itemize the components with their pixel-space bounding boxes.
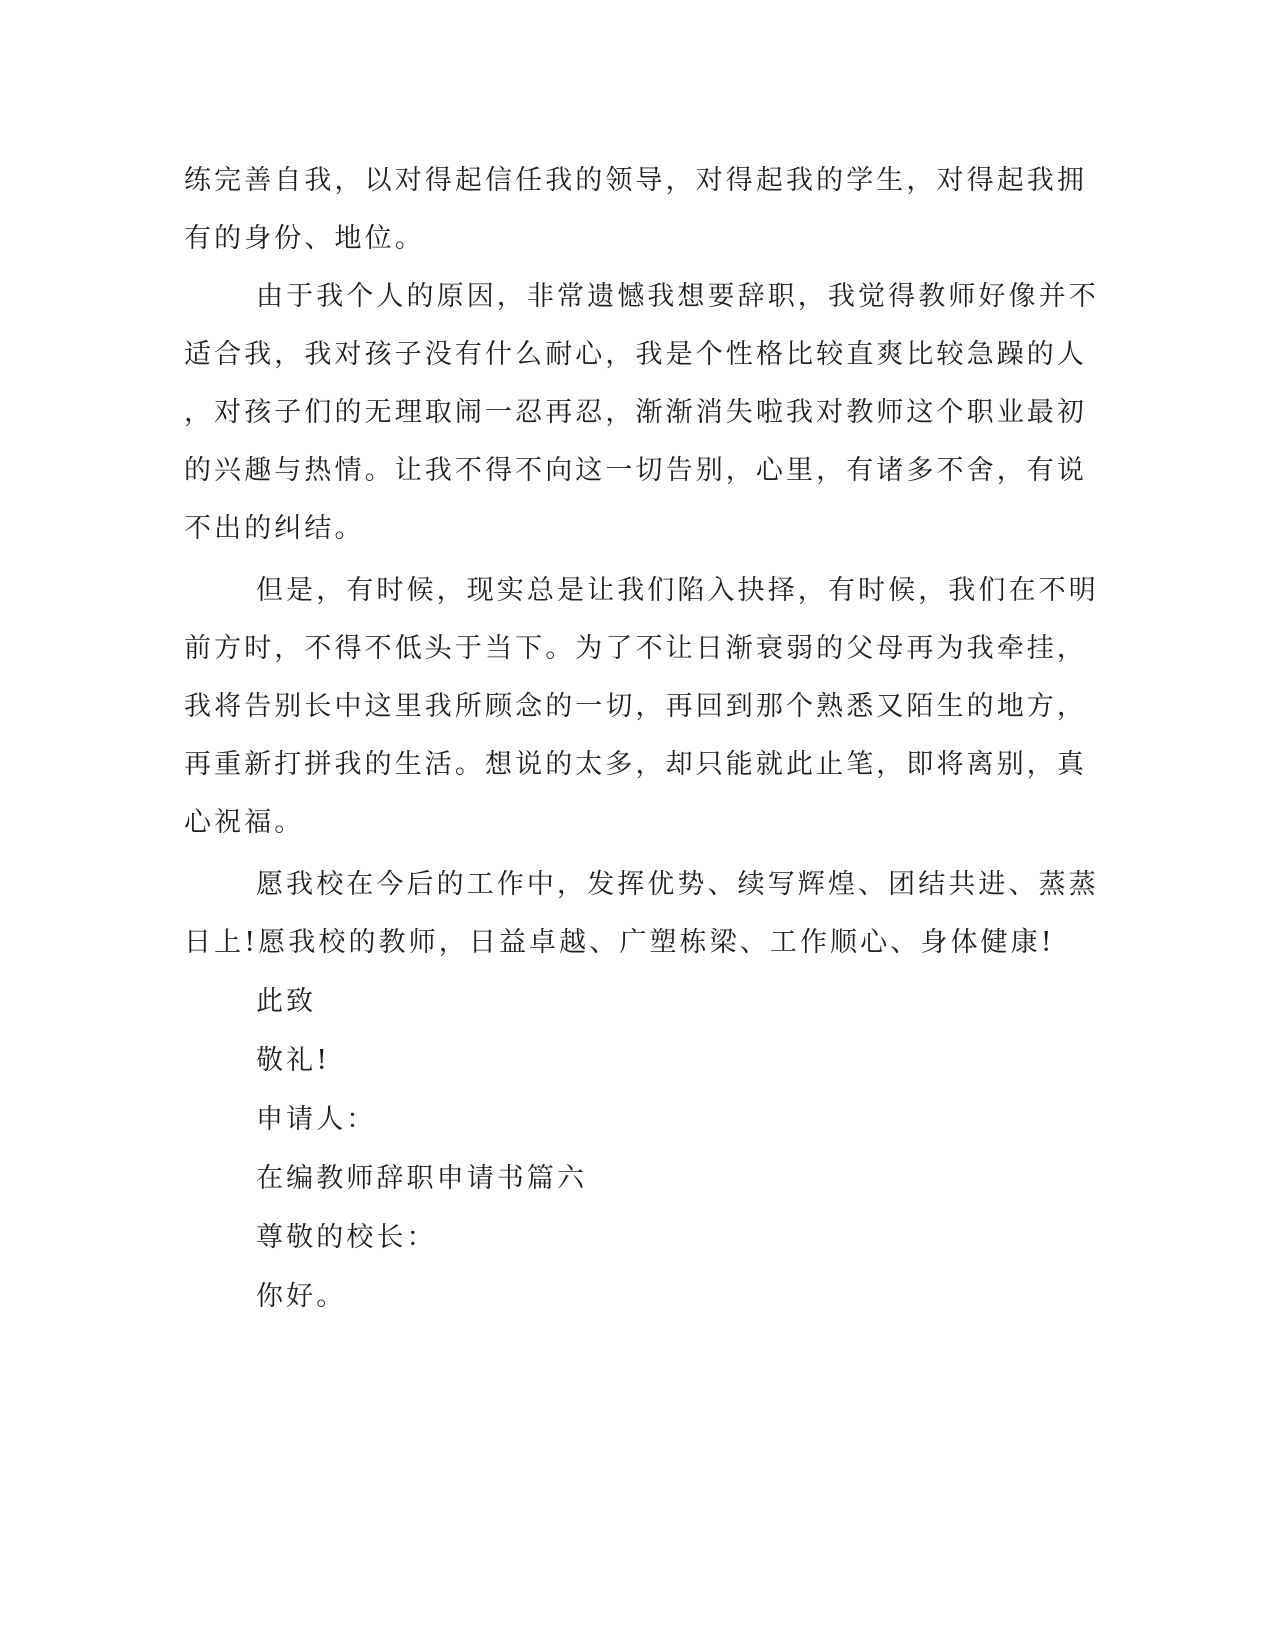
letter-greeting: 尊敬的校长： — [256, 1222, 437, 1253]
paragraph-line: 但是，有时候，现实总是让我们陷入抉择，有时候，我们在不明 — [256, 575, 1099, 606]
paragraph-line: 心祝福。 — [184, 807, 305, 838]
paragraph-line: 愿我校在今后的工作中，发挥优势、续写辉煌、团结共进、蒸蒸 — [256, 869, 1099, 900]
closing-regards: 敬礼! — [256, 1045, 331, 1076]
paragraph-line: 由于我个人的原因，非常遗憾我想要辞职，我觉得教师好像并不 — [256, 281, 1099, 312]
paragraph-line: 前方时，不得不低头于当下。为了不让日渐衰弱的父母再为我牵挂， — [184, 633, 1087, 664]
paragraph-line: 日上!愿我校的教师，日益卓越、广塑栋梁、工作顺心、身体健康! — [184, 927, 1055, 958]
section-title: 在编教师辞职申请书篇六 — [256, 1163, 588, 1194]
applicant-label: 申请人： — [256, 1104, 377, 1135]
paragraph-line: 不出的纠结。 — [184, 513, 365, 544]
paragraph-line: 练完善自我，以对得起信任我的领导，对得起我的学生，对得起我拥 — [184, 165, 1087, 196]
letter-opening: 你好。 — [256, 1281, 347, 1312]
paragraph-line: 我将告别长中这里我所顾念的一切，再回到那个熟悉又陌生的地方， — [184, 691, 1087, 722]
closing-salutation: 此致 — [256, 986, 317, 1017]
paragraph-line: ，对孩子们的无理取闹一忍再忍，渐渐消失啦我对教师这个职业最初 — [184, 397, 1087, 428]
paragraph-line: 有的身份、地位。 — [184, 223, 425, 254]
paragraph-line: 再重新打拼我的生活。想说的太多，却只能就此止笔，即将离别，真 — [184, 749, 1087, 780]
paragraph-line: 适合我，我对孩子没有什么耐心，我是个性格比较直爽比较急躁的人 — [184, 339, 1087, 370]
paragraph-line: 的兴趣与热情。让我不得不向这一切告别，心里，有诸多不舍，有说 — [184, 455, 1087, 486]
